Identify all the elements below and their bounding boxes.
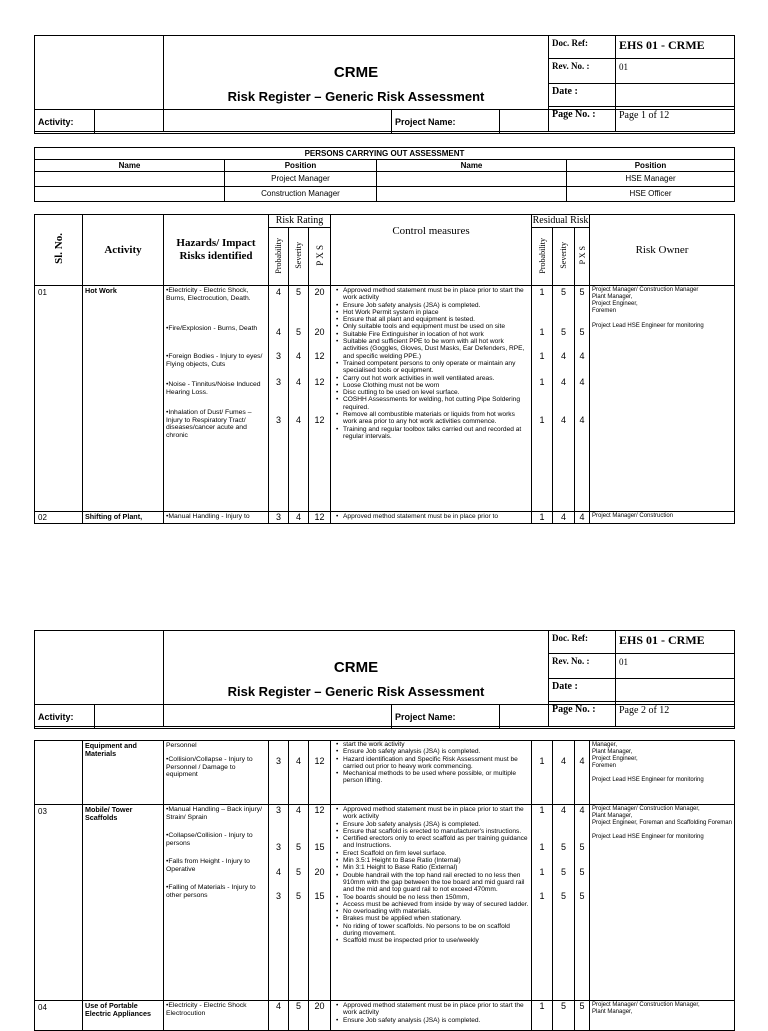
col-probability: Probability: [269, 228, 289, 286]
row-res-pxs: 5: [575, 1001, 590, 1031]
row-sl: 02: [35, 512, 83, 524]
col-severity: Severity: [289, 228, 309, 286]
table-row: [35, 1001, 735, 1031]
page-label: Page No. :: [549, 702, 616, 727]
row-res-probability: 1: [532, 1001, 553, 1031]
project-name-label: Project Name:: [392, 705, 500, 729]
persons-position-4: HSE Officer: [567, 187, 735, 202]
doc-title: Risk Register – Generic Risk Assessment: [227, 88, 485, 104]
row-res-probability: 1: [532, 741, 553, 805]
row-res-severity: 4: [553, 512, 575, 524]
row-risk-owner: Project Manager/ Construction Manager Plant Manager, Project Engineer, Foremen Project Lead HSE Engineer for monitoring: [590, 286, 735, 512]
row-hazards: •Electricity - Electric Shock, Burns, Electrocution, Death. •Fire/Explosion - Burns, Death •Foreign Bodies - Injury to eyes/ Flying objects, Cuts •Noise - Tinnitus/Noise Induced Hearing Loss. •Inhalation of Dust/ Fumes – Injury to Respiratory Tract/ diseases/cancer acute and chronic: [164, 286, 269, 512]
persons-heading: PERSONS CARRYING OUT ASSESSMENT: [35, 148, 735, 160]
row-res-severity: 5: [553, 1001, 575, 1031]
date-value: [616, 84, 735, 107]
doc-ref-value: EHS 01 - CRME: [616, 36, 735, 59]
col-activity: Activity: [83, 215, 164, 286]
table-row: [35, 805, 735, 1001]
row-pxs: 12 15 20 15: [309, 805, 331, 1001]
persons-position-3: Construction Manager: [225, 187, 377, 202]
persons-name-3: [35, 187, 225, 202]
doc-ref-value: EHS 01 - CRME: [616, 631, 735, 654]
org-name: CRME: [333, 658, 379, 676]
risk-table-page-2: [34, 740, 735, 1031]
activity-label: Activity:: [35, 705, 95, 729]
rev-value: 01: [616, 59, 735, 84]
activity-value: [95, 110, 392, 134]
col-pxs: P X S: [309, 228, 331, 286]
row-control-measures: • start the work activity • Ensure Job safety analysis (JSA) is completed. • Hazard identification and Specific Risk Assessment must be carried out prior to heavy work commencing. • Mechanical methods to be used where possible, or multiple person lifting.: [331, 741, 532, 805]
persons-col-name-2: Name: [377, 160, 567, 172]
row-res-pxs: 4: [575, 741, 590, 805]
col-sl-no: Sl. No.: [35, 215, 83, 286]
row-severity: 4: [289, 512, 309, 524]
row-pxs: 20 20 12 12 12: [309, 286, 331, 512]
document-page-2: [0, 595, 768, 1024]
row-pxs: 20: [309, 1001, 331, 1031]
row-res-severity: 4 5 5 5: [553, 805, 575, 1001]
rev-value: 01: [616, 654, 735, 679]
date-label: Date :: [549, 679, 616, 702]
persons-name-2: [377, 172, 567, 187]
row-sl: 04: [35, 1001, 83, 1031]
row-hazards: •Electricity - Electric Shock Electrocution: [164, 1001, 269, 1031]
persons-name-4: [377, 187, 567, 202]
project-name-value: [500, 705, 735, 729]
row-probability: 4 4 3 3 3: [269, 286, 289, 512]
page-value: Page 2 of 12: [616, 702, 735, 727]
row-severity: 5 5 4 4 4: [289, 286, 309, 512]
row-control-measures: • Approved method statement must be in place prior to start the work activity • Ensure Job safety analysis (JSA) is completed.: [331, 1001, 532, 1031]
persons-position-1: Project Manager: [225, 172, 377, 187]
row-probability: 3: [269, 512, 289, 524]
persons-col-position: Position: [225, 160, 377, 172]
page-label: Page No. :: [549, 107, 616, 132]
risk-table-page-1: [34, 214, 735, 524]
persons-table: [34, 147, 735, 202]
table-row: [35, 512, 735, 524]
activity-value: [95, 705, 392, 729]
col-hazards: Hazards/ Impact Risks identified: [164, 215, 269, 286]
col-residual-risk: Residual Risk: [532, 215, 589, 226]
row-risk-owner: Manager, Plant Manager, Project Engineer, Foremen Project Lead HSE Engineer for monitoring: [590, 741, 735, 805]
row-activity: Equipment and Materials: [83, 741, 164, 805]
doc-ref-label: Doc. Ref:: [549, 36, 616, 59]
page-value: Page 1 of 12: [616, 107, 735, 132]
date-label: Date :: [549, 84, 616, 107]
row-activity: Mobile/ Tower Scaffolds: [83, 805, 164, 1001]
row-sl: 01: [35, 286, 83, 512]
persons-name-1: [35, 172, 225, 187]
doc-title: Risk Register – Generic Risk Assessment: [227, 683, 485, 699]
persons-col-position-2: Position: [567, 160, 735, 172]
row-severity: 4: [289, 741, 309, 805]
table-row: [35, 741, 735, 805]
row-activity: Shifting of Plant,: [83, 512, 164, 524]
row-res-probability: 1 1 1 1: [532, 805, 553, 1001]
row-probability: 3: [269, 741, 289, 805]
org-name: CRME: [333, 63, 379, 81]
row-risk-owner: Project Manager/ Construction Manager, Plant Manager, Project Engineer, Foreman and Scaffolding Foreman Project Lead HSE Engineer for monitoring: [590, 805, 735, 1001]
col-risk-owner: Risk Owner: [590, 215, 735, 286]
row-control-measures: • Approved method statement must be in place prior to start the work activity • Ensure Job safety analysis (JSA) is completed. • Ensure that scaffold is erected to manufacturer's instructions. • Certified erectors only to erect scaffold as per training guidance and Instructions. • Erect Scaffold on firm level surface. • Min 3.5:1 Height to Base Ratio (Internal) • Min 3:1 Height to Base Ratio (External) • Double handrail with the top hand rail erected to no less then 910mm with the gap between the toe board and mid guard rail and the mid and top guard rail to not exceed 470mm. • Toe boards should be no less then 150mm, • Access must be achieved from inside by way of secured ladder. • No overloading with materials. • Brakes must be applied when stationary. • No riding of tower scaffolds. No persons to be on scaffold during movement. • Scaffold must be inspected prior to use/weekly: [331, 805, 532, 1001]
rev-label: Rev. No. :: [549, 59, 616, 84]
row-activity: Hot Work: [83, 286, 164, 512]
doc-ref-label: Doc. Ref:: [549, 631, 616, 654]
row-res-pxs: 4: [575, 512, 590, 524]
col-control-measures: Control measures: [331, 215, 532, 286]
col-res-severity: Severity: [553, 228, 575, 286]
col-res-probability: Probability: [532, 228, 553, 286]
row-res-probability: 1 1 1 1 1: [532, 286, 553, 512]
rev-label: Rev. No. :: [549, 654, 616, 679]
row-pxs: 12: [309, 741, 331, 805]
table-row: [35, 286, 735, 512]
row-sl: [35, 741, 83, 805]
row-probability: 4: [269, 1001, 289, 1031]
row-hazards: •Manual Handling - Injury to: [164, 512, 269, 524]
row-control-measures: • Approved method statement must be in place prior to: [331, 512, 532, 524]
row-control-measures: • Approved method statement must be in place prior to start the work activity • Ensure Job safety analysis (JSA) is completed. • Hot Work Permit system in place • Ensure that all plant and equipment is tested. • Only suitable tools and equipment must be used on site • Suitable Fire Extinguisher in location of hot work • Suitable and sufficient PPE to be worn with all hot work activities (Goggles, Gloves, Dust Masks, Ear Defenders, RPE, and specific welding PPE.) • Trained competent persons to only operate or maintain any specialised tools or equipment. • Carry out hot work activities in well ventilated areas. • Loose Clothing must not be worn • Disc cutting to be used on level surface. • COSHH Assessments for welding, hot cutting Pipe Soldering required. • Remove all combustible materials or liquids from hot works work area prior to any hot work activities commence. • Training and regular toolbox talks carried out and recorded at regular intervals.: [331, 286, 532, 512]
project-name-label: Project Name:: [392, 110, 500, 134]
row-hazards: Personnel •Collision/Collapse - Injury to Personnel / Damage to equipment: [164, 741, 269, 805]
row-res-pxs: 5 5 4 4 4: [575, 286, 590, 512]
row-res-severity: 4: [553, 741, 575, 805]
row-res-probability: 1: [532, 512, 553, 524]
row-severity: 5: [289, 1001, 309, 1031]
row-pxs: 12: [309, 512, 331, 524]
col-risk-rating: Risk Rating: [269, 215, 331, 228]
activity-label: Activity:: [35, 110, 95, 134]
row-hazards: •Manual Handling – Back injury/ Strain/ Sprain •Collapse/Collision - Injury to persons •Falls from Height - Injury to Operative •Falling of Materials - Injury to other persons: [164, 805, 269, 1001]
date-value: [616, 679, 735, 702]
activity-row: [34, 704, 735, 729]
project-name-value: [500, 110, 735, 134]
persons-col-name: Name: [35, 160, 225, 172]
row-risk-owner: Project Manager/ Construction Manager, Plant Manager,: [590, 1001, 735, 1031]
row-risk-owner: Project Manager/ Construction: [590, 512, 735, 524]
persons-position-2: HSE Manager: [567, 172, 735, 187]
col-res-pxs: P X S: [575, 228, 590, 286]
row-res-pxs: 4 5 5 5: [575, 805, 590, 1001]
row-activity: Use of Portable Electric Appliances: [83, 1001, 164, 1031]
row-severity: 4 5 5 5: [289, 805, 309, 1001]
row-sl: 03: [35, 805, 83, 1001]
row-res-severity: 5 5 4 4 4: [553, 286, 575, 512]
row-probability: 3 3 4 3: [269, 805, 289, 1001]
activity-row: [34, 109, 735, 134]
